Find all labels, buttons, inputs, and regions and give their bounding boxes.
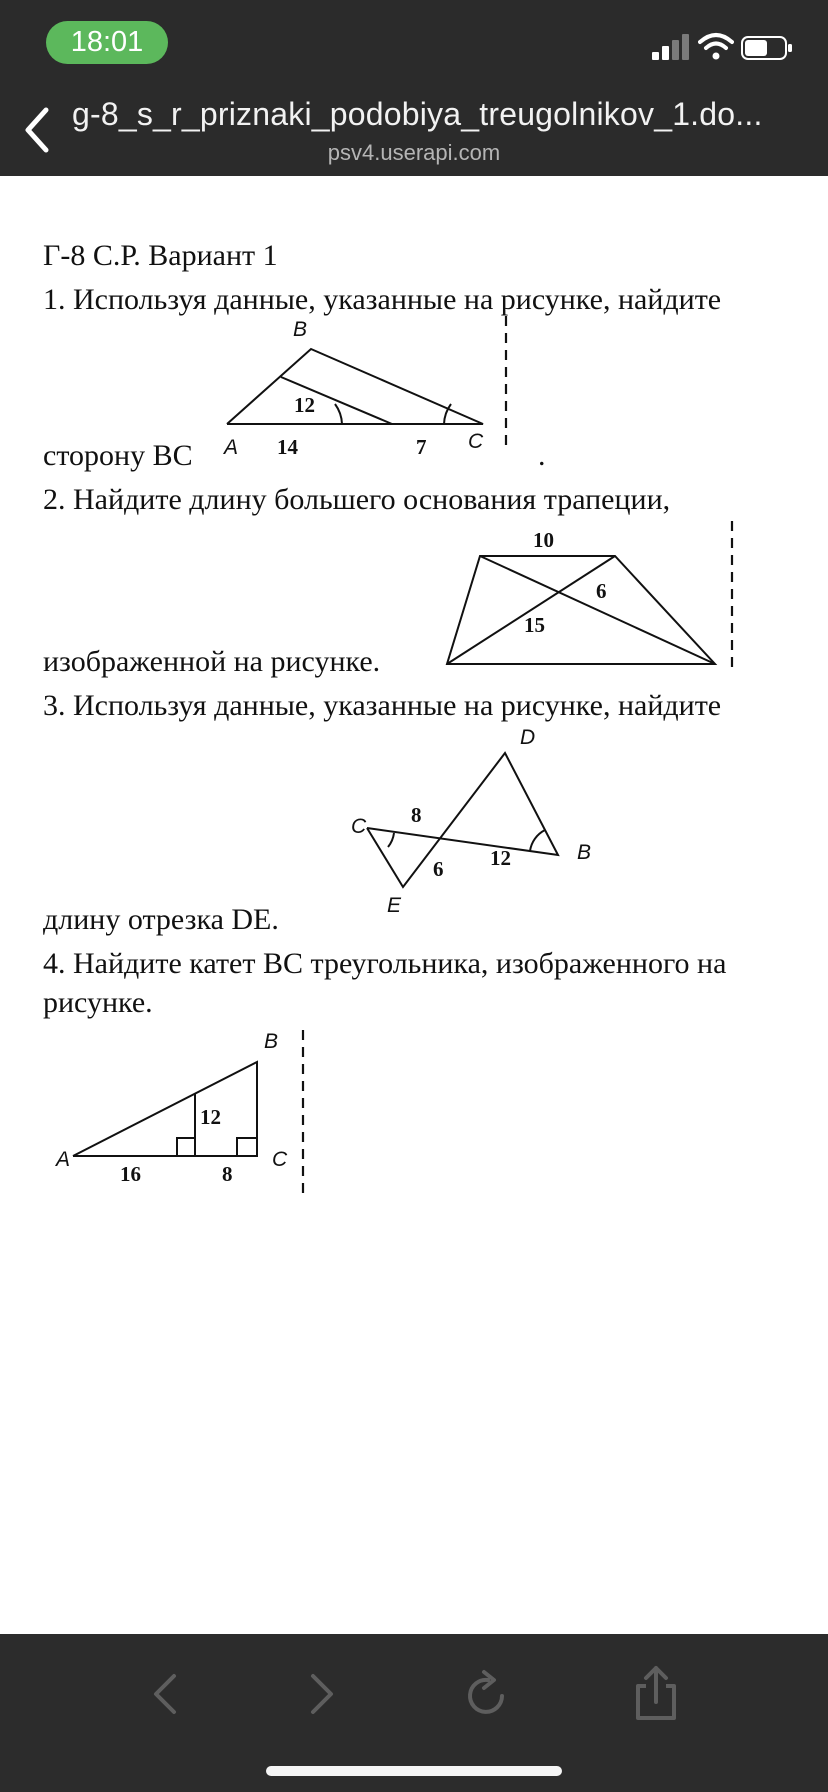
- right-angle-mark-1: [177, 1138, 195, 1156]
- angle-arc-c: [388, 833, 394, 847]
- figure-3-triangles: [345, 721, 605, 921]
- trapezoid: [447, 556, 715, 664]
- vertex-a: A: [56, 1148, 71, 1171]
- vertex-e: E: [387, 894, 402, 917]
- document-title: g-8_s_r_priznaki_podobiya_treugolnikov_1.do...: [72, 96, 763, 132]
- reload-icon[interactable]: [458, 1664, 514, 1724]
- document-host: psv4.userapi.com: [327, 140, 501, 165]
- back-arrow-icon[interactable]: [138, 1664, 194, 1724]
- label-12: 12: [200, 1105, 221, 1129]
- browser-top-bar: [0, 0, 828, 176]
- task-1-period: .: [538, 439, 546, 472]
- vertex-b: B: [293, 318, 308, 341]
- vertex-c: C: [272, 1148, 288, 1171]
- task-1-text-cont: сторону BC: [43, 439, 193, 472]
- triangle-abc: [227, 349, 483, 424]
- vertex-d: D: [520, 726, 536, 749]
- share-icon[interactable]: [628, 1664, 684, 1724]
- task-4-text: 4. Найдите катет BC треугольника, изображенного на: [43, 947, 727, 980]
- label-12: 12: [294, 393, 315, 417]
- task-1-text: 1. Используя данные, указанные на рисунке, найдите: [43, 283, 722, 316]
- vertex-b: B: [264, 1030, 279, 1053]
- task-2-text: 2. Найдите длину большего основания трапеции,: [43, 483, 671, 516]
- forward-arrow-icon[interactable]: [293, 1664, 349, 1724]
- status-time: 18:01: [46, 21, 168, 64]
- wifi-icon: [698, 32, 734, 60]
- cellular-signal-icon: [652, 34, 690, 60]
- label-6: 6: [596, 579, 607, 603]
- variant-heading: Г-8 С.Р. Вариант 1: [43, 239, 278, 272]
- battery-icon: [741, 36, 793, 60]
- vertex-c: C: [351, 815, 367, 838]
- bowtie-triangles: [367, 753, 558, 887]
- angle-arc-b: [530, 830, 545, 851]
- figure-2-trapezoid: [440, 521, 740, 671]
- figure-4-right-triangle: [50, 1024, 320, 1194]
- task-3-text: 3. Используя данные, указанные на рисунке, найдите: [43, 689, 722, 722]
- vertex-b: B: [577, 841, 592, 864]
- task-4-text-cont: рисунке.: [43, 986, 153, 1019]
- task-3-text-cont: длину отрезка DE.: [43, 903, 279, 936]
- figure-1-triangle: [210, 316, 520, 476]
- vertex-c: C: [468, 430, 484, 453]
- document-page: [0, 176, 828, 1634]
- home-indicator: [266, 1766, 562, 1776]
- right-angle-mark-2: [237, 1138, 257, 1156]
- triangle-abc: [73, 1062, 257, 1156]
- label-7: 7: [416, 435, 427, 459]
- label-12: 12: [490, 846, 511, 870]
- browser-bottom-toolbar: [0, 1634, 828, 1792]
- label-14: 14: [277, 435, 298, 459]
- diagonal-1: [480, 556, 715, 664]
- label-10: 10: [533, 528, 554, 552]
- task-2-text-cont: изображенной на рисунке.: [43, 645, 381, 678]
- label-16: 16: [120, 1162, 141, 1186]
- label-8: 8: [411, 803, 422, 827]
- diagonal-2: [447, 556, 615, 664]
- label-15: 15: [524, 613, 545, 637]
- angle-arc-inner: [335, 404, 342, 424]
- vertex-a: A: [224, 436, 239, 459]
- label-6: 6: [433, 857, 444, 881]
- label-8: 8: [222, 1162, 233, 1186]
